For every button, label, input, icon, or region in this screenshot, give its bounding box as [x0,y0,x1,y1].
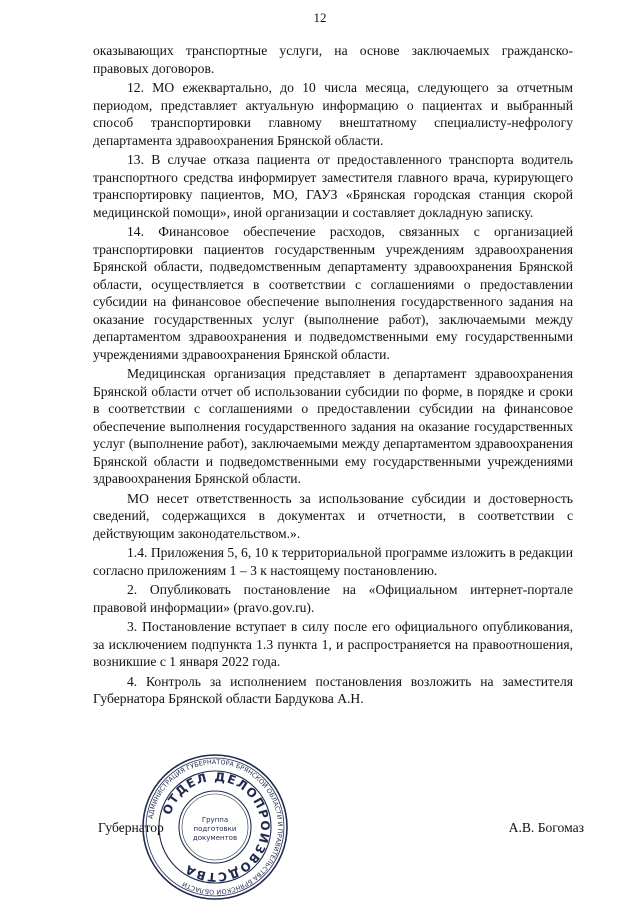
paragraph: 14. Финансовое обеспечение расходов, связанных с организацией транспортировки пациентов государственным учреждениям здравоохранения Брянской области, подведомственным департаменту здравоохранения Брянской области, осуществляется в соответствии с соглашениями о предоставлении субсидии на финансовое обеспечение выполнения государственного задания на оказание государственных услуг (выполнение работ), заключаемыми между департаментом здравоохранения и подведомственными ему государственными учреждениями здравоохранения Брянской области. [93,224,573,362]
paragraph: оказывающих транспортные услуги, на основе заключаемых гражданско-правовых договоров. [93,43,573,76]
paragraph: МО несет ответственность за использование субсидии и достоверность сведений, содержащихся в документах и отчетности, в соответствии с действующим законодательством.». [93,490,573,541]
paragraph: 2. Опубликовать постановление на «Официальном интернет-портале правовой информации» (pravo.gov.ru). [93,582,573,615]
signatory-title: Губернатор [98,820,164,835]
paragraph: 1.4. Приложения 5, 6, 10 к территориальной программе изложить в редакции согласно приложениям 1 – 3 к настоящему постановлению. [93,545,573,578]
office-stamp [140,752,290,902]
document-body [93,42,573,710]
paragraph: 12. МО ежеквартально, до 10 числа месяца, следующего за отчетным периодом, представляет актуальную информацию о пациентах и выбранный способ транспортировки главному внештатному специалисту-нефрологу департамента здравоохранения Брянской области. [93,80,573,148]
paragraph: 13. В случае отказа пациента от предоставленного транспорта водитель транспортного средства информирует заместителя главного врача, курирующего транспортировку пациентов, МО, ГАУЗ «Брянская городская станция скорой медицинской помощи», иной организации и составляет докладную записку. [93,152,573,220]
paragraph: Медицинская организация представляет в департамент здравоохранения Брянской области отчет об использовании субсидии по форме, в порядке и сроки в соответствии с соглашениями о предоставлении субсидии на финансовое обеспечение выполнения государственного задания на оказание государственных услуг (выполнение работ), заключаемыми между департаментом здравоохранения Брянской области и подведомственными ему государственными учреждениями здравоохранения Брянской области. [93,366,573,486]
svg-text:Группа: Группа [201,816,229,824]
page-number: 12 [313,10,327,25]
paragraph: 3. Постановление вступает в силу после его официального опубликования, за исключением подпункта 1.3 пункта 1, и распространяется на правоотношения, возникшие с 1 января 2022 года. [93,619,573,669]
svg-text:подготовки: подготовки [193,825,237,833]
svg-text:документов: документов [192,834,238,842]
stamp-center [193,816,237,842]
stamp-ring-text: ОТДЕЛ ДЕЛОПРОИЗВОДСТВА [159,769,273,885]
stamp-outer-text: АДМИНИСТРАЦИЯ ГУБЕРНАТОРА БРЯНСКОЙ ОБЛАСТИ И ПРАВИТЕЛЬСТВА БРЯНСКОЙ ОБЛАСТИ [147,758,284,896]
paragraph: 4. Контроль за исполнением постановления возложить на заместителя Губернатора Брянской области Бардукова А.Н. [93,673,573,706]
signatory-name: А.В. Богомаз [508,820,584,835]
